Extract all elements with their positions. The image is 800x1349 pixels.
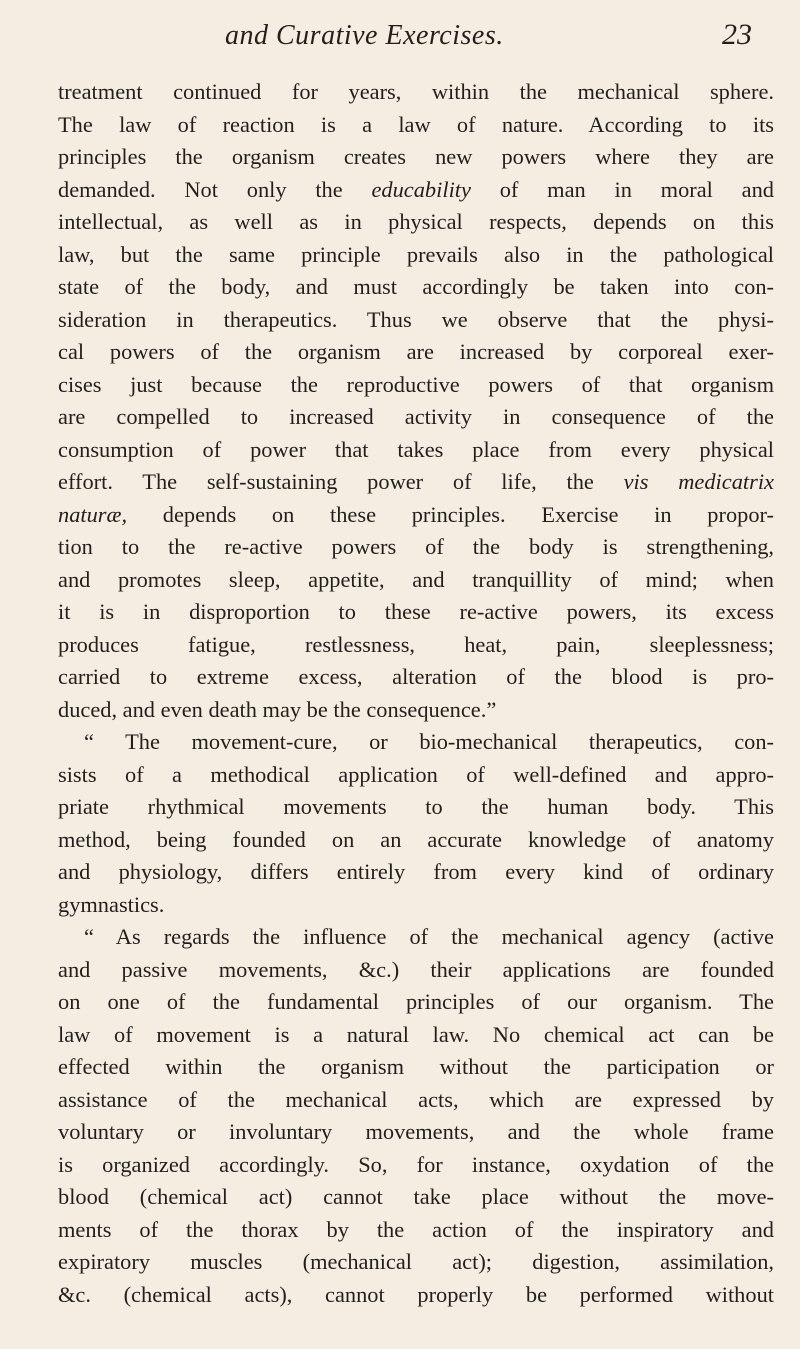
- text-line: produces fatigue, restlessness, heat, pain, sleeplessness;: [58, 631, 774, 657]
- italic-phrase: vis medicatrix: [623, 469, 774, 494]
- text-line: ments of the thorax by the action of the inspiratory and: [58, 1216, 774, 1242]
- text-line: cises just because the reproductive powers of that organism: [58, 371, 774, 397]
- text-line: and passive movements, &c.) their applications are founded: [58, 956, 774, 982]
- text-line: assistance of the mechanical acts, which are expressed by: [58, 1086, 774, 1112]
- text-line: effort. The self-sustaining power of life, the vis medicatrix: [58, 469, 774, 494]
- text-line: intellectual, as well as in physical respects, depends on this: [58, 209, 774, 234]
- text-line: law, but the same principle prevails also in the pathological: [58, 241, 774, 267]
- text-line: voluntary or involuntary movements, and the whole frame: [58, 1119, 774, 1144]
- text-line: principles the organism creates new powers where they are: [58, 144, 774, 169]
- text-line: expiratory muscles (mechanical act); digestion, assimilation,: [58, 1249, 774, 1274]
- text-line: and physiology, differs entirely from every kind of ordinary: [58, 859, 774, 884]
- text-line: sists of a methodical application of well-defined and appro-: [58, 761, 774, 787]
- text-line: method, being founded on an accurate knowledge of anatomy: [58, 826, 774, 852]
- text-line: consumption of power that takes place from every physical: [58, 436, 774, 462]
- text-line: priate rhythmical movements to the human body. This: [58, 794, 774, 819]
- text-line: on one of the fundamental principles of our organism. The: [58, 989, 774, 1014]
- text-line: cal powers of the organism are increased by corporeal exer-: [58, 339, 774, 364]
- text-line: treatment continued for years, within the mechanical sphere.: [58, 79, 774, 104]
- text-line: naturæ, depends on these principles. Exercise in propor-: [58, 501, 774, 527]
- text-line: carried to extreme excess, alteration of the blood is pro-: [58, 664, 774, 689]
- text-line: The law of reaction is a law of nature. According to its: [58, 111, 774, 137]
- body-text: [58, 76, 774, 1311]
- running-title: and Curative Exercises.: [225, 20, 504, 51]
- text-line: &c. (chemical acts), cannot properly be performed without: [58, 1281, 774, 1307]
- italic-phrase: naturæ,: [58, 501, 128, 527]
- text-line: “ The movement-cure, or bio-mechanical therapeutics, con-: [84, 729, 774, 754]
- text-line: gymnastics.: [58, 891, 165, 917]
- text-line: are compelled to increased activity in consequence of the: [58, 404, 774, 429]
- text-line: tion to the re-active powers of the body is strengthening,: [58, 534, 774, 559]
- page-number: 23: [722, 18, 752, 51]
- italic-phrase: educability: [371, 176, 471, 202]
- text-line: is organized accordingly. So, for instance, oxydation of the: [58, 1151, 774, 1177]
- text-line: effected within the organism without the participation or: [58, 1054, 774, 1079]
- text-line: demanded. Not only the educability of man in moral and: [58, 176, 774, 202]
- text-line: duced, and even death may be the consequence.”: [58, 696, 497, 722]
- text-line: blood (chemical act) cannot take place without the move-: [58, 1184, 774, 1209]
- text-line: and promotes sleep, appetite, and tranquillity of mind; when: [58, 566, 774, 592]
- running-head: [0, 18, 800, 58]
- text-line: state of the body, and must accordingly be taken into con-: [58, 274, 774, 299]
- text-line: law of movement is a natural law. No chemical act can be: [58, 1021, 774, 1047]
- text-line: “ As regards the influence of the mechanical agency (active: [84, 924, 774, 949]
- text-line: it is in disproportion to these re-active powers, its excess: [58, 599, 774, 624]
- text-line: sideration in therapeutics. Thus we observe that the physi-: [58, 306, 774, 332]
